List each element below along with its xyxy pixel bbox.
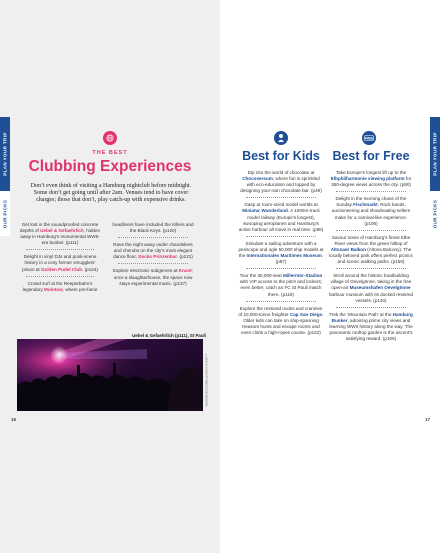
list-item: Tour the 30,000-seat Millerntor-Stadion with VIP access to the pitch and lockers; even better, catch an FC St Pauli match there. (p119)	[239, 273, 323, 297]
kids-icon	[274, 131, 288, 145]
list-item: Crowd surf at the Reeperbahn’s legendary Molotow, where pre-fame	[22, 280, 98, 292]
photo-credit: ANDREW MCCONNELL/LONELY PLANET ©	[205, 353, 209, 407]
clubbing-column-1	[18, 222, 102, 296]
list-item: headliners have included the Killers and the Black Keys. (p120)	[112, 222, 194, 234]
intro-paragraph: Don’t even think of visiting a Hamburg nightclub before midnight. Some don’t get going until after 2am. Venues tend to have cover charges; those that don’t, play catch-up with expensive drinks.	[30, 183, 192, 204]
page-number-left: 16	[11, 417, 17, 422]
divider	[336, 268, 406, 269]
list-item: Rave the night away under chandeliers and cherubs on the city’s most elegant dance floor, Docks Prinzenbar. (p121)	[113, 242, 193, 260]
free-icon	[362, 131, 376, 145]
list-item: Trek the ‘Mountain Path’ at the Hamburg Bunker, admiring prime city views and learning WWII history along the way. The panoramic rooftop garden is the ascent’s satisfying reward. (p109)	[329, 311, 413, 342]
list-item: Gasp at room-sized model worlds at Miniatur Wunderland. A 1000m-track model railway (Europe’s longest), swooping aeroplanes and Hamburg’s active harbour all move in real time. (p88)	[238, 202, 324, 232]
section-kicker: THE BEST	[92, 150, 128, 156]
photo-caption: Uebel & Gefaehrlich (p111), St Pauli	[132, 333, 206, 338]
clubbing-column-2	[110, 222, 196, 290]
divider	[246, 197, 316, 198]
page-title: Clubbing Experiences	[28, 158, 192, 175]
list-item: Get lost in the soundproofed concrete depths of Uebel & Gefaehrlich, hidden away in Hamburg’s monumental WWII-era bunker. (p111)	[19, 222, 101, 246]
side-tab-picks-label: OUR PICKS	[432, 199, 438, 228]
free-icon-label: FREE	[364, 136, 374, 141]
divider	[246, 236, 316, 237]
divider	[336, 191, 406, 192]
divider	[26, 249, 94, 250]
divider	[26, 276, 94, 277]
side-tab-picks-right[interactable]	[430, 191, 440, 236]
list-item: Dip into the world of chocolate at Chocoversum, where fun is sprinkled with eco-education and topped by designing your own chocolate bar. (p49)	[240, 170, 322, 194]
title-best-for-free: Best for Free	[332, 149, 410, 163]
kids-column	[238, 170, 324, 339]
free-column	[328, 170, 414, 345]
page-number-right: 17	[425, 417, 431, 422]
divider	[336, 230, 406, 231]
list-item: Stroll around the historic boatbuilding village of Oevelgönne, taking in the free open-air Museumshafen Oevelgönne harbour museum with its docked restored vessels. (p130)	[328, 273, 414, 303]
divider	[118, 237, 188, 238]
list-item: Take Europe’s longest lift up to the Elbphilharmonie viewing platform for 360-degree views across the city. (p90)	[330, 170, 412, 188]
side-tab-picks-left[interactable]	[0, 191, 10, 236]
divider	[246, 301, 316, 302]
title-best-for-kids: Best for Kids	[242, 149, 320, 163]
nightclub-photo	[17, 339, 203, 411]
list-item: Explore the restored nooks and crannies of 10,000-tonne freighter Cap San Diego. Older kids can take on ship-spanning treasure hunts and escape rooms and even climb a high-ropes course. (p122)	[238, 305, 324, 335]
divider	[336, 307, 406, 308]
side-tab-picks-label: OUR PICKS	[2, 199, 8, 228]
list-item: Delight in vinyl DJs and punk-scene history in a cosy former smugglers’ prison at Golden Pudel Club. (p124)	[22, 254, 98, 272]
list-item: Savour some of Hamburg’s finest Elbe River views from the green hilltop of Altonaer Balkon (Altona Balcony). The locally beloved park offers perfect picnics and scenic walking paths. (p156)	[329, 234, 413, 265]
divider	[118, 263, 188, 264]
list-item: Delight in the morning chaos of the Sunday Fischmarkt. Rock bands, auctioneering and showboating sellers make for a carnival-like experience. (p106)	[331, 196, 411, 226]
disco-ball-icon	[103, 131, 117, 145]
list-item: Simulate a sailing adventure with a periscope and ogle 50,000 ship models at the Internationales Maritimes Museum. (p87)	[238, 240, 324, 265]
side-tab-plan-label: PLAN YOUR TRIP	[432, 132, 438, 176]
side-tab-plan-label: PLAN YOUR TRIP	[2, 132, 8, 176]
side-tab-plan-right[interactable]	[430, 117, 440, 191]
divider	[246, 268, 316, 269]
list-item: Explore electronic subgenres at Knust; once a slaughterhouse, the space now stays experimental music. (p137)	[113, 268, 193, 286]
